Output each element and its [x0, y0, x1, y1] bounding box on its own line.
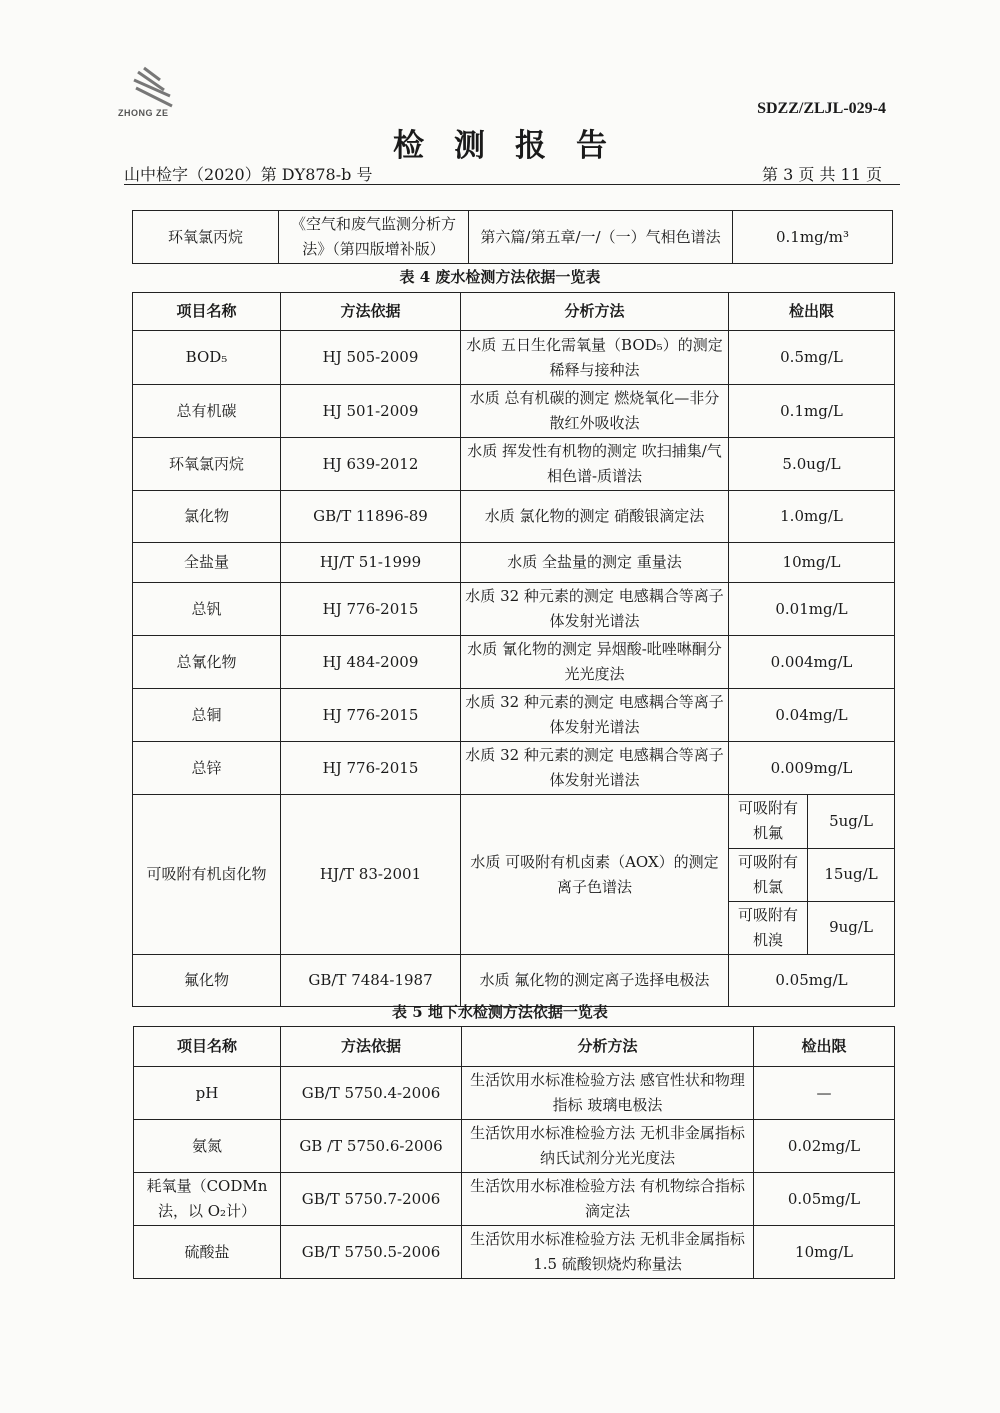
limit-cell: 10mg/L: [754, 1226, 895, 1279]
basis-cell: GB/T 5750.7-2006: [281, 1173, 462, 1226]
groundwater-methods-table: [133, 1026, 895, 1279]
limit-cell: 1.0mg/L: [729, 491, 895, 543]
header-divider: [124, 184, 900, 185]
method-cell: 水质 氰化物的测定 异烟酸-吡唑啉酮分光光度法: [461, 636, 729, 689]
limit-cell: 5.0ug/L: [729, 438, 895, 491]
method-cell: 水质 挥发性有机物的测定 吹扫捕集/气相色谱-质谱法: [461, 438, 729, 491]
limit-cell: 0.05mg/L: [729, 955, 895, 1007]
basis-cell: HJ 505-2009: [281, 331, 461, 385]
basis-cell: HJ 484-2009: [281, 636, 461, 689]
item-cell: 可吸附有机卤化物: [133, 795, 281, 955]
table-row: [133, 491, 895, 543]
column-header: 项目名称: [133, 293, 281, 331]
column-header: 项目名称: [134, 1027, 281, 1067]
method-cell: 生活饮用水标准检验方法 无机非金属指标 1.5 硫酸钡烧灼称量法: [462, 1226, 754, 1279]
page-info: 第 3 页 共 11 页: [762, 165, 882, 184]
table-row: [133, 438, 895, 491]
method-cell: 水质 可吸附有机卤素（AOX）的测定 离子色谱法: [461, 795, 729, 955]
basis-cell: GB/T 7484-1987: [281, 955, 461, 1007]
item-cell: 氨氮: [134, 1120, 281, 1173]
method-cell: 水质 五日生化需氧量（BOD₅）的测定 稀释与接种法: [461, 331, 729, 385]
column-header: 分析方法: [461, 293, 729, 331]
sub-limit: 9ug/L: [829, 918, 873, 937]
limit-cell: 10mg/L: [729, 543, 895, 583]
item-cell: 环氧氯丙烷: [133, 211, 279, 264]
table-row: [133, 385, 895, 438]
header-row: [134, 1027, 895, 1067]
method-cell: 生活饮用水标准检验方法 有机物综合指标 滴定法: [462, 1173, 754, 1226]
limit-cell: —: [754, 1067, 895, 1120]
basis-cell: HJ/T 83-2001: [281, 795, 461, 955]
item-cell: pH: [134, 1067, 281, 1120]
table-row: [133, 742, 895, 795]
table-row: [133, 795, 895, 955]
limit-cell: 0.1mg/m³: [733, 211, 893, 264]
company-logo: [118, 62, 188, 122]
item-cell: 全盐量: [133, 543, 281, 583]
column-header: 检出限: [729, 293, 895, 331]
basis-cell: GB /T 5750.6-2006: [281, 1120, 462, 1173]
column-header: 方法依据: [281, 293, 461, 331]
table-row: [133, 583, 895, 636]
basis-cell: HJ 776-2015: [281, 742, 461, 795]
air-table-continuation: [132, 210, 893, 264]
item-cell: BOD₅: [133, 331, 281, 385]
method-cell: 水质 32 种元素的测定 电感耦合等离子体发射光谱法: [461, 583, 729, 636]
sub-label: 可吸附有机氟: [729, 795, 808, 848]
table-row: [133, 211, 893, 264]
basis-cell: GB/T 5750.4-2006: [281, 1067, 462, 1120]
basis-cell: GB/T 11896-89: [281, 491, 461, 543]
table-row: [133, 636, 895, 689]
basis-cell: GB/T 5750.5-2006: [281, 1226, 462, 1279]
table-row: [133, 543, 895, 583]
method-cell: 水质 32 种元素的测定 电感耦合等离子体发射光谱法: [461, 689, 729, 742]
table-row: [133, 331, 895, 385]
basis-cell: 《空气和废气监测分析方法》（第四版增补版）: [279, 211, 469, 264]
item-cell: 氟化物: [133, 955, 281, 1007]
logo-stripes-icon: [130, 66, 174, 110]
item-cell: 总有机碳: [133, 385, 281, 438]
basis-cell: HJ 501-2009: [281, 385, 461, 438]
sub-limit: 5ug/L: [808, 795, 895, 848]
sub-row: [729, 795, 894, 848]
sub-label: 可吸附有机氯: [729, 848, 808, 901]
item-cell: 耗氧量（CODMn法，以 O₂计）: [134, 1173, 281, 1226]
report-number: 山中检字（2020）第 DY878-b 号: [124, 165, 373, 184]
limit-cell: 0.5mg/L: [729, 331, 895, 385]
sub-row: [729, 848, 894, 901]
table-row: [134, 1226, 895, 1279]
limit-cell: 0.004mg/L: [729, 636, 895, 689]
basis-cell: HJ 776-2015: [281, 689, 461, 742]
column-header: 检出限: [754, 1027, 895, 1067]
basis-cell: HJ/T 51-1999: [281, 543, 461, 583]
limit-subtable-cell: [729, 795, 895, 955]
method-cell: 水质 总有机碳的测定 燃烧氧化—非分散红外吸收法: [461, 385, 729, 438]
method-cell: 生活饮用水标准检验方法 无机非金属指标 纳氏试剂分光光度法: [462, 1120, 754, 1173]
basis-cell: HJ 776-2015: [281, 583, 461, 636]
table-row: [133, 689, 895, 742]
limit-cell: 0.1mg/L: [729, 385, 895, 438]
limit-cell: 0.009mg/L: [729, 742, 895, 795]
method-cell: 第六篇/第五章/一/（一）气相色谱法: [469, 211, 733, 264]
limit-cell: 0.01mg/L: [729, 583, 895, 636]
basis-cell: HJ 639-2012: [281, 438, 461, 491]
item-cell: 总钒: [133, 583, 281, 636]
sub-row: [729, 901, 894, 954]
item-cell: 硫酸盐: [134, 1226, 281, 1279]
table4-caption: 表 4 废水检测方法依据一览表: [399, 268, 601, 286]
method-cell: 生活饮用水标准检验方法 感官性状和物理指标 玻璃电极法: [462, 1067, 754, 1120]
method-cell: 水质 32 种元素的测定 电感耦合等离子体发射光谱法: [461, 742, 729, 795]
wastewater-methods-table: [132, 292, 895, 1007]
item-cell: 总铜: [133, 689, 281, 742]
item-cell: 总氰化物: [133, 636, 281, 689]
item-cell: 氯化物: [133, 491, 281, 543]
sub-limit: 15ug/L: [808, 848, 895, 901]
column-header: 分析方法: [462, 1027, 754, 1067]
table5-caption: 表 5 地下水检测方法依据一览表: [392, 1003, 608, 1021]
aox-limits: [729, 795, 894, 954]
item-cell: 总锌: [133, 742, 281, 795]
column-header: 方法依据: [281, 1027, 462, 1067]
limit-cell: 0.04mg/L: [729, 689, 895, 742]
item-cell: 环氧氯丙烷: [133, 438, 281, 491]
table-row: [134, 1173, 895, 1226]
table-row: [133, 955, 895, 1007]
logo-text: ZHONG ZE: [118, 108, 169, 118]
header-row: [133, 293, 895, 331]
method-cell: 水质 氟化物的测定离子选择电极法: [461, 955, 729, 1007]
document-id: SDZZ/ZLJL-029-4: [757, 100, 886, 117]
limit-cell: 0.02mg/L: [754, 1120, 895, 1173]
page-title: 检测报告: [393, 128, 637, 164]
limit-cell: 0.05mg/L: [754, 1173, 895, 1226]
sub-label: 可吸附有机溴: [729, 901, 808, 954]
table-row: [134, 1120, 895, 1173]
table-row: [134, 1067, 895, 1120]
method-cell: 水质 氯化物的测定 硝酸银滴定法: [461, 491, 729, 543]
method-cell: 水质 全盐量的测定 重量法: [461, 543, 729, 583]
